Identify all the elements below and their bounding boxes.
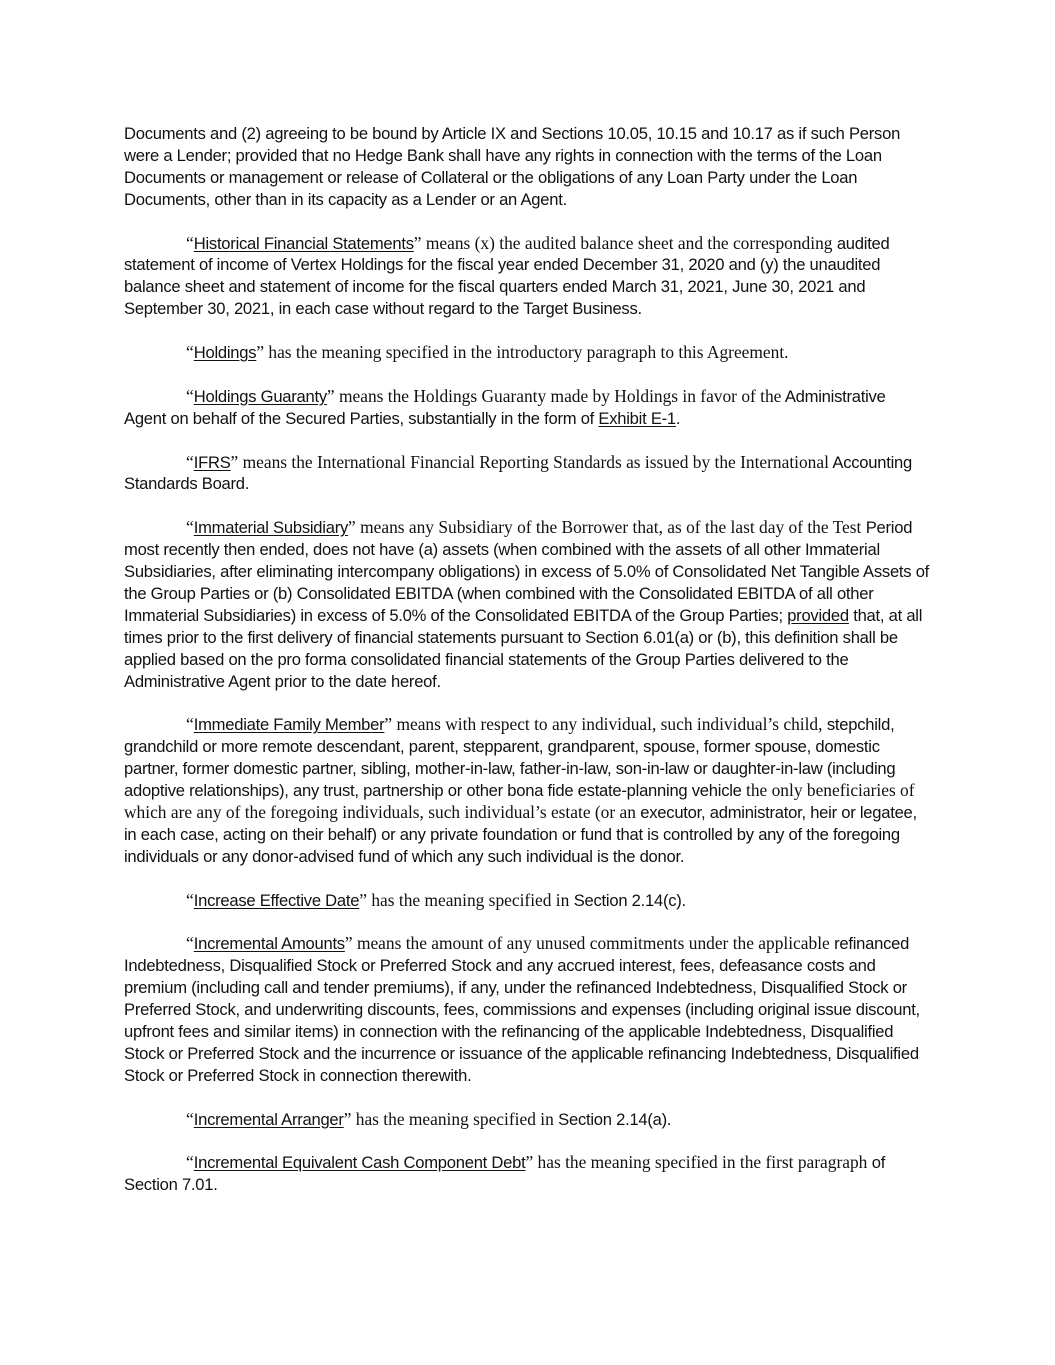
close-quote: ” [343,1108,352,1129]
open-quote: “ [186,714,194,735]
definition-lead: means the Holdings Guaranty made by Holdings in favor of the [334,385,782,406]
definition-body: stepchild, grandchild or more remote descendant, parent, stepparent, grandparent, spouse, former spouse, domestic partner, former domestic partner, sibling, mother-in-law, father-in-law, son-in-law or daughter-in-law (including adoptive relationships), any trust, partnership or other bona fide estate-planning vehicle [124,715,896,801]
definition-lead: means the International Financial Reporting Standards as issued by the International [238,451,829,472]
definition-incremental-amounts [124,933,930,1086]
close-quote: ” [525,1152,534,1173]
definition-lead: has the meaning specified in the first paragraph [533,1152,868,1173]
definition-body: Accounting Standards Board. [124,452,912,494]
definition-body: audited statement of income of Vertex Holdings for the fiscal year ended December 31, 2020 and (y) the unaudited balance sheet and statement of income for the fiscal quarters ended March 31, 2021, June 30, 2021 and September 30, 2021, in each case without regard to the Target Business. [124,233,890,319]
open-quote: “ [186,1152,194,1173]
definition-lead: has the meaning specified in [366,889,570,910]
definition-end: that, at all times prior to the first delivery of financial statements pursuant to Section 6.01(a) or (b), this definition shall be applied based on the pro forma consolidated financial statements of the Group Parties delivered to the Administrative Agent prior to the date hereof. [124,605,923,691]
defined-term: Incremental Equivalent Cash Component Debt [193,1153,526,1173]
defined-term: IFRS [193,452,231,472]
definition-lead: means the amount of any unused commitments under the applicable [352,933,830,954]
defined-term: Holdings Guaranty [193,386,327,406]
close-quote: ” [326,385,335,406]
definition-body: Administrative Agent on behalf of the Secured Parties, substantially in the form of [124,386,886,428]
definition-end: executor, administrator, heir or legatee, in each case, acting on their behalf) or any private foundation or fund that is controlled by any of the foregoing individuals or any donor-advised fund of which any such individual is the donor. [124,803,917,866]
defined-term: Increase Effective Date [193,890,360,910]
defined-term: Immediate Family Member [193,715,385,735]
provided-term: provided [787,605,849,625]
definition-immaterial-subsidiary [124,517,930,692]
open-quote: “ [186,451,194,472]
definition-lead: has the meaning specified in the introductory paragraph to this Agreement. [264,342,789,363]
definition-incremental-arranger [124,1109,930,1131]
open-quote: “ [186,385,194,406]
close-quote: ” [413,232,422,253]
close-quote: ” [230,451,239,472]
definition-incremental-equivalent-cash-component-debt [124,1152,930,1196]
paragraph-hedge-bank-continuation [124,123,930,211]
defined-term: Historical Financial Statements [193,233,414,253]
open-quote: “ [186,889,194,910]
open-quote: “ [186,1108,194,1129]
definition-body-serif: the only beneficiaries of which are any of the foregoing individuals, such individual’s estate (or an [124,780,915,822]
definition-holdings-guaranty [124,386,930,430]
defined-term: Holdings [193,343,257,363]
definition-immediate-family-member [124,714,930,867]
paragraph-text: Documents and (2) agreeing to be bound by Article IX and Sections 10.05, 10.15 and 10.17 as if such Person were a Lender; provided that no Hedge Bank shall have any rights in connection with the terms of the Loan Documents or management or release of Collateral or the obligations of any Loan Party under the Loan Documents, other than in its capacity as a Lender or an Agent. [124,124,901,209]
close-quote: ” [384,714,393,735]
defined-term: Incremental Arranger [193,1109,344,1129]
definition-end: . [675,408,681,428]
definition-historical-financial-statements [124,233,930,321]
close-quote: ” [359,889,367,910]
definition-lead: means with respect to any individual, such individual’s child, [392,714,823,735]
close-quote: ” [348,517,356,538]
defined-term: Immaterial Subsidiary [193,518,349,538]
close-quote: ” [256,342,265,363]
definition-increase-effective-date [124,890,930,912]
definition-lead: means (x) the audited balance sheet and the corresponding [421,232,833,253]
definition-lead: means any Subsidiary of the Borrower that, as of the last day of the Test [355,517,862,538]
defined-term: Incremental Amounts [193,934,345,954]
open-quote: “ [186,342,194,363]
definition-body: Period most recently then ended, does not have (a) assets (when combined with the assets of all other Immaterial Subsidiaries, after eliminating intercompany obligations) in excess of 5.0% of Consolidated Net Tangible Assets of the Group Parties or (b) Consolidated EBITDA (when combined with the Consolidated EBITDA of all other Immaterial Subsidiaries) in excess of 5.0% of the Consolidated EBITDA of the Group Parties; [124,518,930,625]
open-quote: “ [186,933,194,954]
definition-lead: has the meaning specified in [351,1108,554,1129]
document-page [124,123,930,1218]
open-quote: “ [186,517,194,538]
open-quote: “ [186,232,194,253]
section-reference: Section 2.14(a). [553,1109,672,1129]
exhibit-reference: Exhibit E-1 [598,408,676,428]
close-quote: ” [344,933,353,954]
definition-body: refinanced Indebtedness, Disqualified Stock or Preferred Stock and any accrued interest, fees, defeasance costs and premium (including call and tender premiums), if any, under the refinanced Indebtedness, Disqualified Stock or Preferred Stock, and underwriting discounts, fees, commissions and expenses (including original issue discount, upfront fees and similar items) in connection with the refinancing of the applicable Indebtedness, Disqualified Stock or Preferred Stock and the incurrence or issuance of the applicable refinancing Indebtedness, Disqualified Stock or Preferred Stock in connection therewith. [124,934,920,1085]
definition-holdings [124,342,930,364]
section-reference: of Section 7.01. [124,1153,886,1195]
definition-ifrs [124,452,930,496]
section-reference: Section 2.14(c). [569,890,686,910]
